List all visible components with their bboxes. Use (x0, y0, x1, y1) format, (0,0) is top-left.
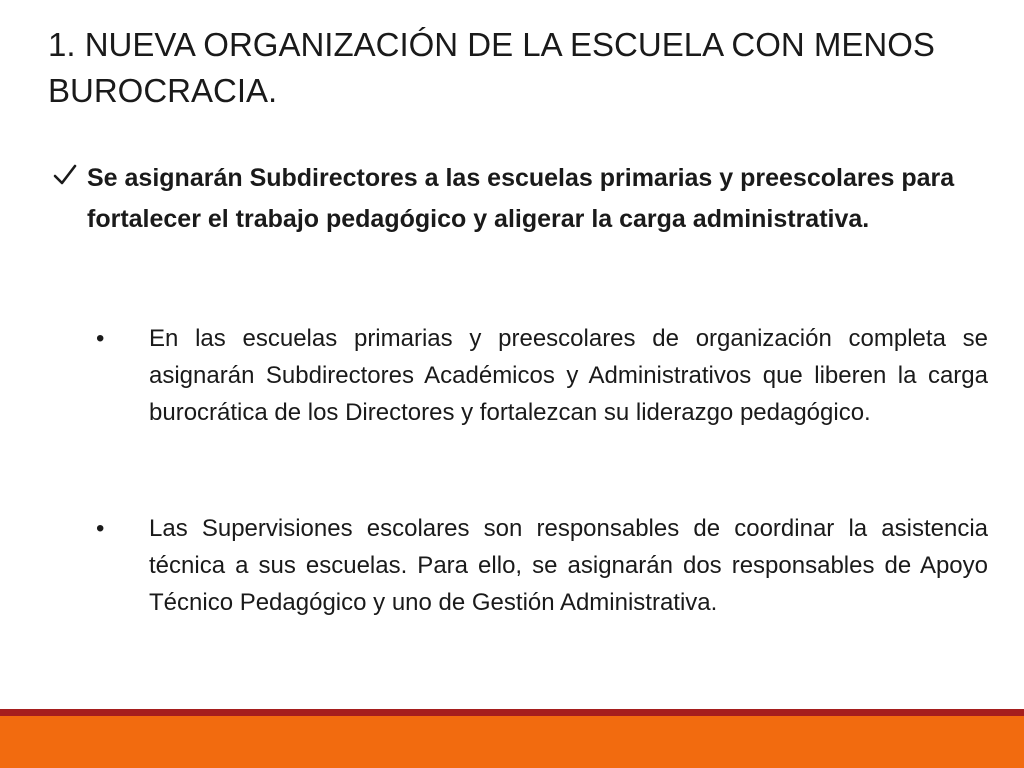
checkmark-icon (52, 162, 78, 188)
check-item-text: Se asignarán Subdirectores a las escuelas primarias y preescolares para fortalecer el trabajo pedagógico y aligerar la carga administrativa. (87, 164, 955, 233)
footer-bar (0, 716, 1024, 768)
bullet-text: En las escuelas primarias y preescolares de organización completa se asignarán Subdirectores Académicos y Administrativos que liberen la carga burocrática de los Directores y fortalezcan su liderazgo pedagógico. (149, 325, 988, 426)
bullet-symbol: • (96, 325, 105, 352)
slide-title: 1. NUEVA ORGANIZACIÓN DE LA ESCUELA CON MENOS BUROCRACIA. (48, 26, 935, 109)
bullet-text: Las Supervisiones escolares son responsables de coordinar la asistencia técnica a sus escuelas. Para ello, se asignarán dos responsables de Apoyo Técnico Pedagógico y uno de Gestión Administrativa. (149, 515, 988, 616)
footer-divider-line (0, 709, 1024, 716)
bullet-symbol: • (96, 515, 105, 542)
